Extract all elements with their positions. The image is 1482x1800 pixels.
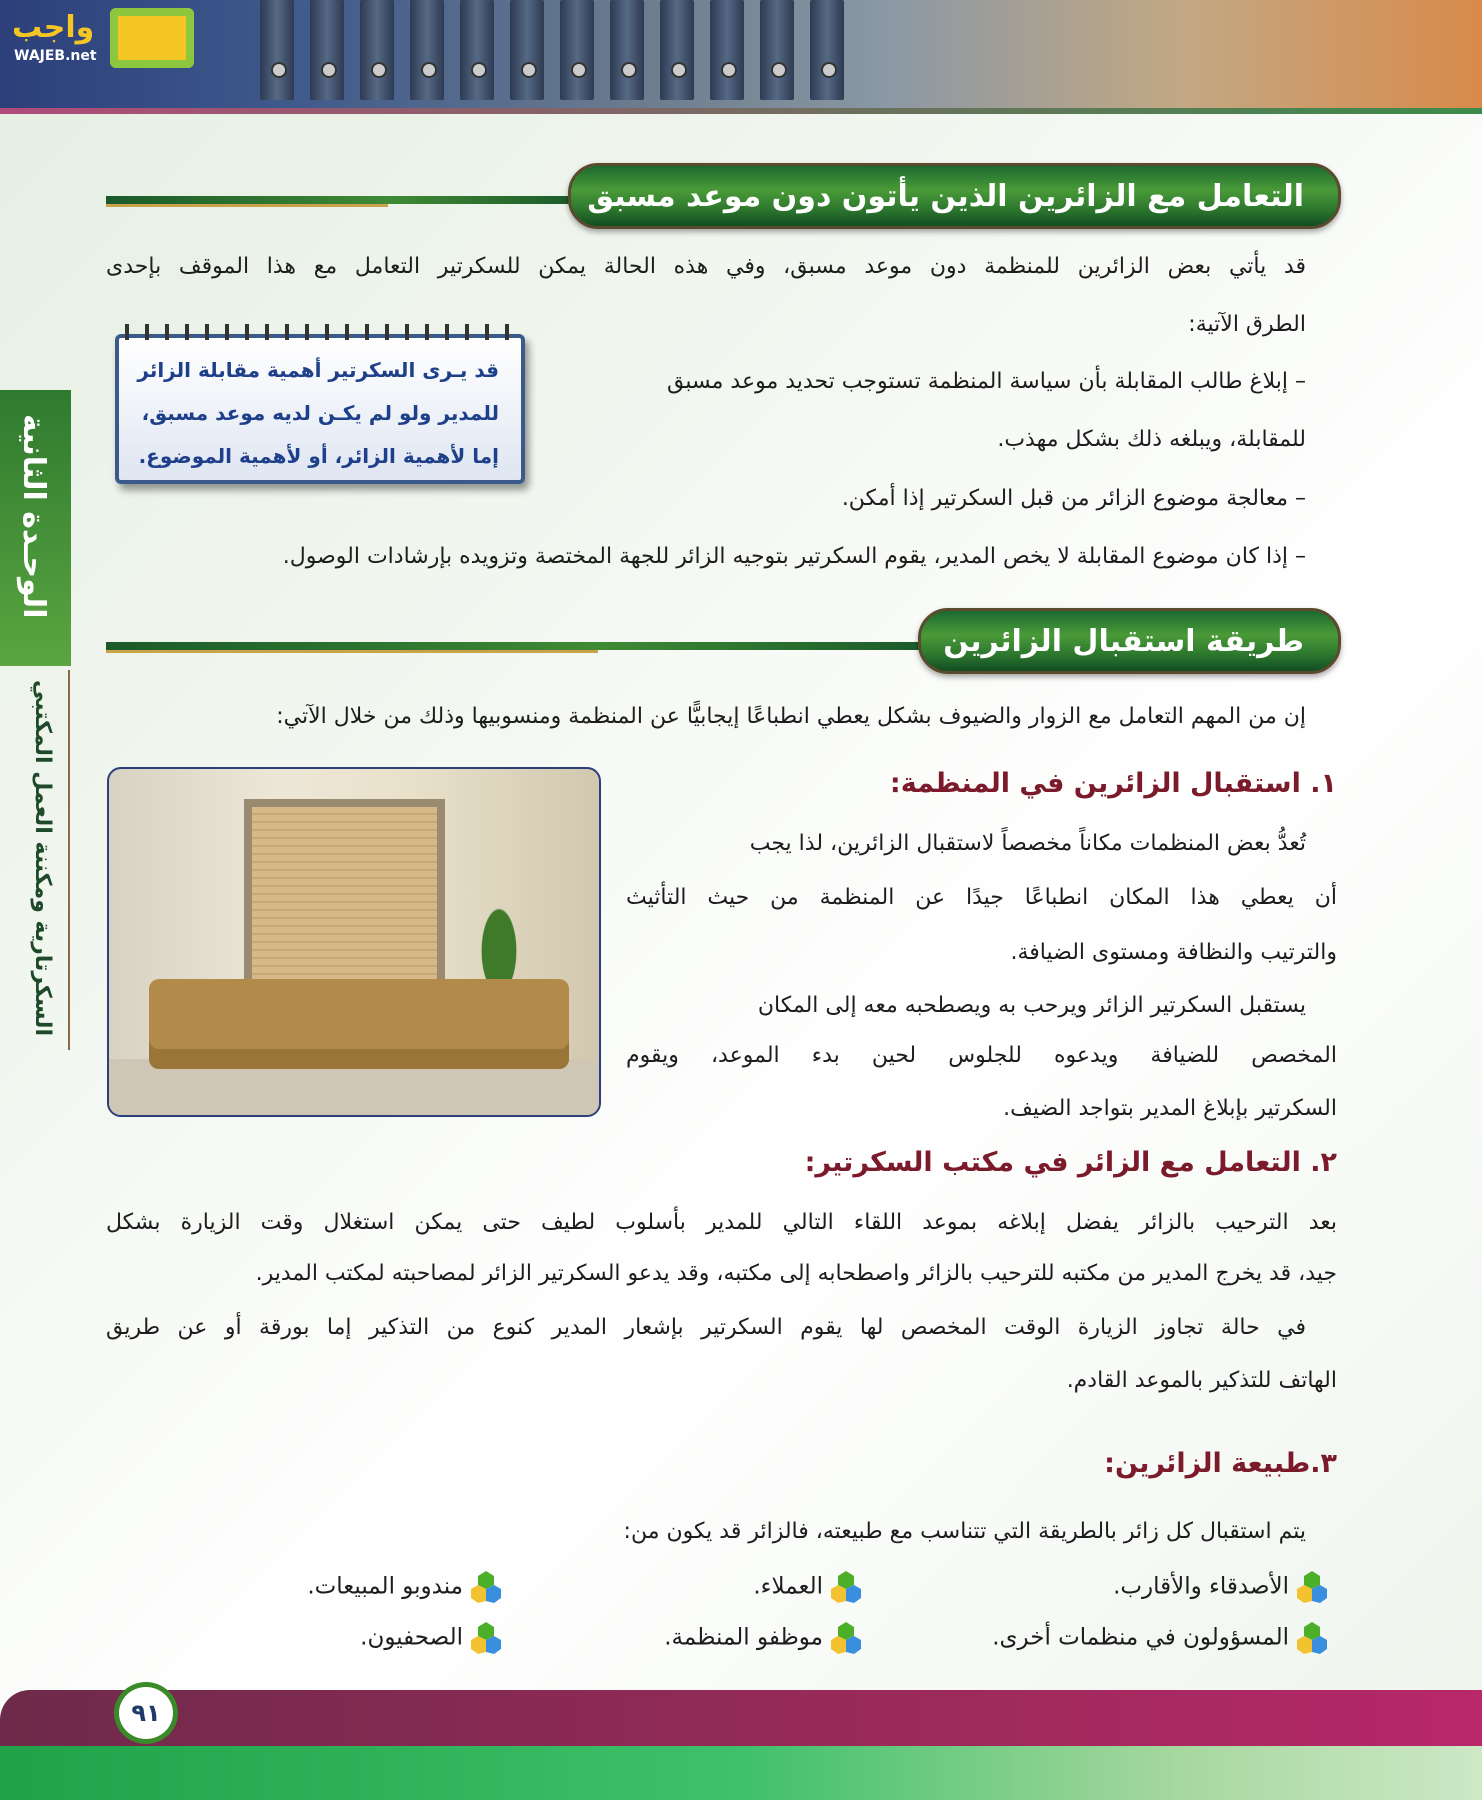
cube-bullet-icon [829,1570,863,1604]
binder-image [360,0,394,100]
list-item [992,1621,1329,1655]
list-item-label: العملاء. [753,1573,823,1600]
list-item-label: المسؤولون في منظمات أخرى. [992,1624,1289,1651]
subject-label: السكرتارية ومكننة العمل المكتبي [30,680,55,1036]
cube-bullet-icon [469,1621,503,1655]
paragraph-line: السكرتير بإبلاغ المدير بتواجد الضيف. [1003,1096,1337,1121]
cube-bullet-icon [1295,1621,1329,1655]
paragraph-line: الهاتف للتذكير بالموعد القادم. [1066,1368,1337,1393]
binder-image [610,0,644,100]
footer-green-band [0,1746,1482,1800]
binder-image [410,0,444,100]
spiral-binding [125,324,515,340]
footer-band [0,1690,1482,1746]
bullet-item: – معالجة موضوع الزائر من قبل السكرتير إذا أمكن. [841,486,1306,511]
side-divider [68,670,70,1050]
list-item [307,1570,503,1604]
note-line: للمدير ولو لم يكـن لديه موعد مسبق، [141,401,499,425]
section-title-walkin-visitors: التعامل مع الزائرين الذين يأتون دون موعد مسبق [568,163,1341,229]
logo-word: واجب [12,10,95,45]
bullet-item: – إبلاغ طالب المقابلة بأن سياسة المنظمة تستوجب تحديد موعد مسبق [667,369,1306,394]
logo-net: WAJEB.net [14,48,97,64]
binder-image [710,0,744,100]
binder-image [310,0,344,100]
paragraph-line: أن يعطي هذا المكان انطباعًا جيدًا عن المنظمة من حيث التأثيث [626,885,1337,910]
paragraph-line: يتم استقبال كل زائر بالطريقة التي تتناسب مع طبيعته، فالزائر قد يكون من: [623,1519,1306,1544]
wajeb-logo [10,6,190,70]
section-rule [106,642,926,650]
note-card [115,334,525,484]
paragraph-line: إن من المهم التعامل مع الزوار والضيوف بشكل يعطي انطباعًا إيجابيًّا عن المنظمة ومنسوبيها وذلك من خلال الآتي: [276,704,1306,729]
header-divider [0,108,1482,114]
binder-image [260,0,294,100]
bullet-item-continued: للمقابلة، ويبلغه ذلك بشكل مهذب. [997,427,1306,452]
unit-label: الوحـدة الثانية [16,414,51,619]
paragraph-line: بعد الترحيب بالزائر يفضل إبلاغه بموعد اللقاء التالي للمدير بأسلوب لطيف حتى يمكن استغلال وقت الزيارة بشكل [106,1210,1337,1235]
paragraph-line: قد يأتي بعض الزائرين للمنظمة دون موعد مسبق، وفي هذه الحالة يمكن للسكرتير التعامل مع هذا الموقف بإحدى [106,254,1306,279]
list-item [360,1621,503,1655]
cube-bullet-icon [469,1570,503,1604]
binder-image [460,0,494,100]
subheading-secretary-office: ٢. التعامل مع الزائر في مكتب السكرتير: [804,1147,1337,1178]
paragraph-line: يستقبل السكرتير الزائر ويرحب به ويصطحبه معه إلى المكان [757,993,1306,1018]
section-title-receiving-visitors: طريقة استقبال الزائرين [918,608,1341,674]
paragraph-line: الطرق الآتية: [1188,312,1306,337]
unit-tab [0,390,71,666]
list-item [753,1570,863,1604]
list-item [664,1621,863,1655]
list-item-label: الأصدقاء والأقارب. [1113,1573,1289,1600]
sofa [149,979,569,1069]
subheading-receiving-in-organization: ١. استقبال الزائرين في المنظمة: [889,768,1337,799]
cube-bullet-icon [1295,1570,1329,1604]
list-item-label: مندوبو المبيعات. [307,1573,463,1600]
book-icon [110,8,194,68]
note-line: قد يـرى السكرتير أهمية مقابلة الزائر [137,358,499,382]
paragraph-line: والترتيب والنظافة ومستوى الضيافة. [1010,940,1337,965]
binder-image [660,0,694,100]
section-rule [106,196,576,204]
paragraph-line: جيد، قد يخرج المدير من مكتبه للترحيب بالزائر واصطحابه إلى مكتبه، وقد يدعو السكرتير الزائر لمصاحبته لمكتب المدير. [255,1261,1337,1286]
note-line: إما لأهمية الزائر، أو لأهمية الموضوع. [138,444,499,468]
list-item [1113,1570,1329,1604]
list-item-label: موظفو المنظمة. [664,1624,823,1651]
page-number: ٩١ [114,1682,178,1744]
paragraph-line: المخصص للضيافة ويدعوه للجلوس لحين بدء الموعد، ويقوم [626,1043,1337,1068]
subheading-visitor-types: ٣.طبيعة الزائرين: [1104,1448,1337,1479]
binder-image [560,0,594,100]
cube-bullet-icon [829,1621,863,1655]
list-item-label: الصحفيون. [360,1624,463,1651]
reception-room-photo [107,767,601,1117]
bullet-item: – إذا كان موضوع المقابلة لا يخص المدير، يقوم السكرتير بتوجيه الزائر للجهة المختصة وتزويده بإرشادات الوصول. [282,544,1306,569]
binder-image [810,0,844,100]
binder-image [510,0,544,100]
paragraph-line: في حالة تجاوز الزيارة الوقت المخصص لها يقوم السكرتير بإشعار المدير كنوع من التذكير إما بورقة أو عن طريق [106,1315,1306,1340]
binder-image [760,0,794,100]
paragraph-line: تُعدُّ بعض المنظمات مكاناً مخصصاً لاستقبال الزائرين، لذا يجب [749,831,1306,856]
header-banner [0,0,1482,108]
